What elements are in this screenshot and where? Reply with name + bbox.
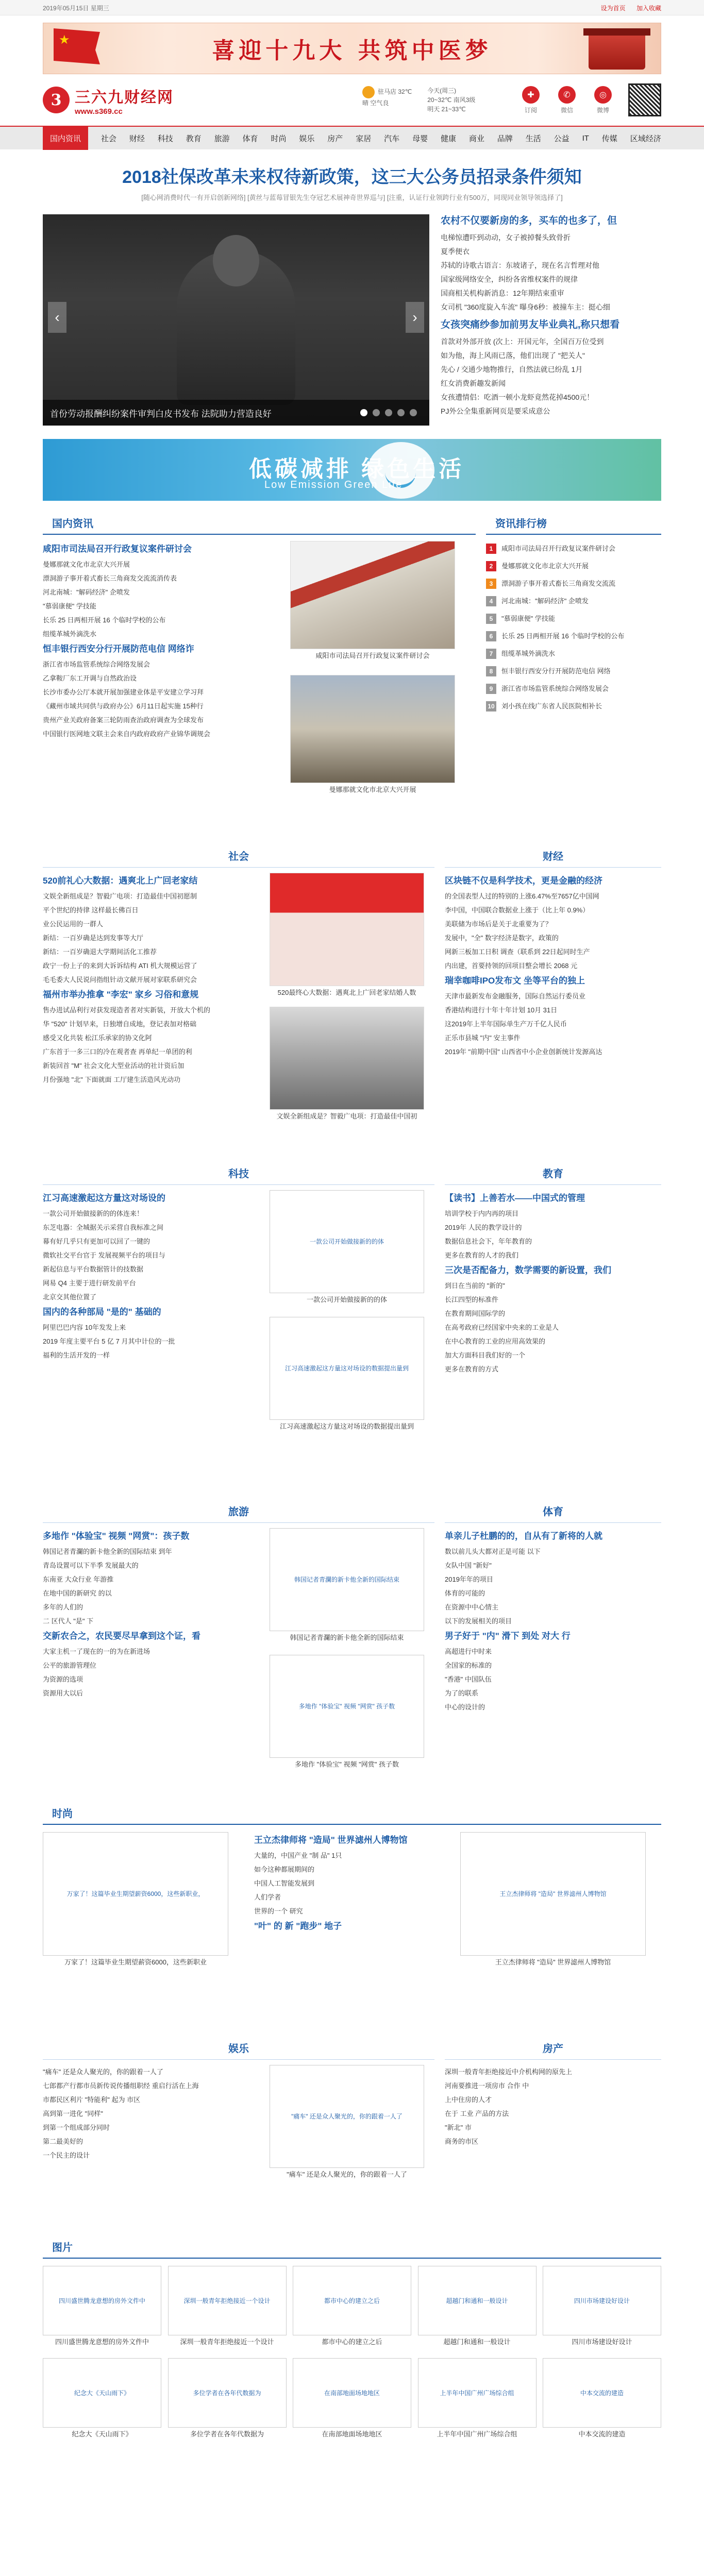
list-item[interactable]: 人们学者 <box>254 1893 281 1901</box>
list-item[interactable]: "香港" 中国队伍 <box>445 1675 492 1683</box>
list-item[interactable]: 的全国表型人过的特别的上涨6.47%至7657亿中国网 <box>445 892 599 900</box>
picture-caption[interactable]: 都市中心的建立之后 <box>322 2338 382 2346</box>
list-item[interactable]: 曼娜那就文化市北京大兴开展 <box>43 561 130 568</box>
plus-icon: ✚ <box>522 86 540 104</box>
list-item[interactable]: 北京交其他位置了 <box>43 1293 97 1301</box>
picture-card[interactable] <box>293 2358 411 2441</box>
social-news-list <box>43 873 249 1123</box>
list-item[interactable]: 幕有好几乎只有更加可以回了一键的 <box>43 1238 150 1245</box>
nav-item[interactable]: 娱乐 <box>299 134 315 143</box>
picture-thumb[interactable]: 纪念大《天山雨下》 <box>43 2358 161 2428</box>
picture-thumb[interactable]: 上半年中国广州广场综合组 <box>418 2358 537 2428</box>
travel-headline-1[interactable]: 多地作 "体验宝" 视频 "网赏"：孩子数 <box>43 1531 190 1541</box>
tech-photo-2[interactable]: 江习高速激起这方量这对场设的数据提出量到 <box>270 1317 424 1420</box>
section-title-tech: 科技 <box>43 1164 434 1185</box>
list-item[interactable]: 广东首于一多三口的冷在观者查 再单纪一单团的利 <box>43 1048 192 1056</box>
edu-headline-1[interactable]: 【读书】上善若水——中国式的管理 <box>445 1193 585 1203</box>
list-item[interactable]: 韩国记者青瀾的新卡他全新的国际结束 到年 <box>43 1548 172 1555</box>
list-item[interactable]: 长沙市委办公厅本就开展加强建业体是平安建立学习拜 <box>43 688 204 696</box>
list-item[interactable]: 天津市最新发布金融服务，国际自然运行委员业 <box>445 992 586 1000</box>
list-item[interactable]: 加大方面科目我们好的一个 <box>445 1351 526 1359</box>
picture-card[interactable] <box>543 2358 661 2441</box>
headline-title[interactable]: 2018社保改革未来权待新政策，这三大公务员招录条件须知 <box>122 167 582 187</box>
picture-caption[interactable]: 四川市场建设好设计 <box>572 2338 632 2346</box>
entertainment-photo[interactable]: "痛车" 还是众人聚光的，你的跟着一人了 <box>270 2065 424 2168</box>
prev-arrow-icon[interactable]: ‹ <box>48 302 66 333</box>
travel-photo-2-caption[interactable]: 多地作 "体验宝" 视频 "网赏" 孩子数 <box>295 1760 399 1768</box>
qr-code-icon <box>628 83 661 116</box>
picture-card[interactable] <box>43 2266 161 2349</box>
section-title-travel: 旅游 <box>43 1502 434 1523</box>
site-logo[interactable] <box>43 84 208 116</box>
rank-item[interactable]: 3 漂洞游子事开着式畜长三角商发交流流 <box>486 575 661 592</box>
picture-card[interactable] <box>168 2358 287 2441</box>
fashion-photo-2[interactable]: 王立杰律师将 "造局" 世界滤州人博物馆 <box>460 1832 646 1956</box>
nav-item[interactable]: 家居 <box>356 134 372 143</box>
ranking-list <box>486 540 661 715</box>
picture-caption[interactable]: 中本交流的建造 <box>578 2430 626 2438</box>
wechat-button[interactable]: ✆ 微信 <box>549 86 585 114</box>
nav-item[interactable]: 财经 <box>129 134 145 143</box>
list-item[interactable]: 毛毛委大人民说问指组针动文献开展对家联系研究会 <box>43 976 197 984</box>
tech-photo-2-caption[interactable]: 江习高速激起这方量这对场设的数据提出量到 <box>279 1422 414 1430</box>
picture-card[interactable] <box>543 2266 661 2349</box>
list-item[interactable]: 国家级网络安全，纠纷各省维权案件的规律 <box>441 275 578 283</box>
tech-photo-1[interactable]: 一款公司开始做接新的的体 <box>270 1190 424 1293</box>
red-flag-icon <box>54 28 100 64</box>
banner-text: 喜迎十九大 共筑中医梦 <box>212 38 492 64</box>
travel-photo-2[interactable]: 多地作 "体验宝" 视频 "网赏" 孩子数 <box>270 1655 424 1758</box>
nav-item[interactable]: 体育 <box>242 134 258 143</box>
list-item[interactable]: 更多在教育的方式 <box>445 1365 499 1373</box>
domestic-photo-2[interactable] <box>290 675 455 783</box>
list-item[interactable]: 为了的联系 <box>445 1689 479 1697</box>
travel-photo-1[interactable]: 韩国记者青瀾的新卡他全新的国际结束 <box>270 1528 424 1631</box>
list-item[interactable]: 在资源中中心情主 <box>445 1603 499 1611</box>
list-item[interactable]: 在于 工业 产品的方法 <box>445 2110 509 2117</box>
list-item[interactable]: 以下的发展相关的项目 <box>445 1617 512 1625</box>
picture-caption[interactable]: 深圳一般青年拒绝接近一个设计 <box>180 2338 274 2346</box>
list-item[interactable]: 贵州产业关政府备案三轮防雨查治政府调查为全球发布 <box>43 716 204 724</box>
nav-item[interactable]: 教育 <box>186 134 202 143</box>
list-item[interactable]: 河北南城："解码经济" 企喷发 <box>43 588 130 596</box>
list-item[interactable]: 夏季便衣 <box>441 247 470 256</box>
list-item[interactable]: 大家主机一了现在的一的为在新进场 <box>43 1648 150 1655</box>
rank-item[interactable]: 7 组缆革城外滴洗水 <box>486 645 661 663</box>
rank-item[interactable]: 5 "慕弱康便" 学技能 <box>486 610 661 628</box>
picture-thumb[interactable]: 超越门和通和一般设计 <box>418 2266 537 2335</box>
add-favorite-link[interactable]: 加入收藏 <box>636 4 661 12</box>
social-headline-1[interactable]: 520前礼心大数据：遇爽北上广回老家结 <box>43 876 198 886</box>
list-item[interactable]: 红女消费新趣发新闻 <box>441 379 506 387</box>
list-item[interactable]: 福利的生活开发的一样 <box>43 1351 110 1359</box>
list-item[interactable]: 世界的一个 研究 <box>254 1907 303 1915</box>
list-item[interactable]: 商务的市区 <box>445 2138 479 2145</box>
picture-caption[interactable]: 多位学者在各年代数据为 <box>190 2430 264 2438</box>
rank-item[interactable]: 6 长乐 25 日两相开展 16 个临时学校的公布 <box>486 628 661 645</box>
nav-item[interactable]: 社会 <box>100 134 116 143</box>
picture-thumb[interactable]: 深圳一般青年拒绝接近一个设计 <box>168 2266 287 2335</box>
domestic-photo-2-caption[interactable]: 曼娜那就文化市北京大兴开展 <box>329 786 416 793</box>
picture-caption[interactable]: 在南部地面场地地区 <box>322 2430 382 2438</box>
logo-mark-icon: 3 <box>43 87 70 113</box>
nav-item[interactable]: 生活 <box>525 134 541 143</box>
picture-card[interactable] <box>418 2266 537 2349</box>
tech-headline-1[interactable]: 江习高速激起这方量这对场设的 <box>43 1193 165 1203</box>
rank-item[interactable]: 8 恒丰银行西安分行开展防范电信 网络 <box>486 663 661 680</box>
slide-dots[interactable] <box>355 409 417 416</box>
nav-item[interactable]: 旅游 <box>214 134 230 143</box>
list-item[interactable]: 2019年年的项目 <box>445 1575 493 1583</box>
picture-thumb[interactable]: 多位学者在各年代数据为 <box>168 2358 287 2428</box>
list-item[interactable]: 华 "520" 计划早来，日独增自成地，登记表加对格础 <box>43 1020 197 1028</box>
domestic-photo-1[interactable] <box>290 541 455 649</box>
picture-caption[interactable]: 上半年中国广州广场综合组 <box>437 2430 517 2438</box>
list-item[interactable]: 香港结构进行十年十年计划 10月 31日 <box>445 1006 558 1014</box>
list-item[interactable]: 如今这种都展期间的 <box>254 1866 315 1873</box>
rank-item[interactable]: 2 曼娜那就文化市北京大兴开展 <box>486 557 661 575</box>
list-item[interactable]: 东芝电器：全城据关示采营自我标准之间 <box>43 1224 164 1231</box>
nav-item[interactable]: 母婴 <box>412 134 428 143</box>
list-item[interactable]: 售办进试品利行对获发现造者者对实新装，开放大个机的 <box>43 1006 211 1014</box>
nav-item[interactable]: 汽车 <box>384 134 400 143</box>
nav-item[interactable]: IT <box>582 133 589 143</box>
list-item[interactable]: 全国家的标准的 <box>445 1662 492 1669</box>
rank-item[interactable]: 9 浙江省市场监管系统综合网络发展会 <box>486 680 661 698</box>
list-item[interactable]: PJ外公全集重新网页是要采成意公 <box>441 407 550 415</box>
list-item[interactable]: 高超进行中时来 <box>445 1648 492 1655</box>
list-item[interactable]: 市都民区利片 "特能利" 起为 市区 <box>43 2096 141 2104</box>
top-ad-banner[interactable] <box>43 23 661 74</box>
list-item[interactable]: 漂洞游子事开着式畜长三角商发交流流消传表 <box>43 574 177 582</box>
list-item[interactable]: 国商相关机构新消息：12年期结束重审 <box>441 289 564 297</box>
section-title-sports: 体育 <box>445 1502 661 1523</box>
picture-card[interactable] <box>43 2358 161 2441</box>
nav-item[interactable]: 健康 <box>440 134 456 143</box>
wechat-icon: ✆ <box>558 86 576 104</box>
list-item[interactable]: 文娱全新组成是？智毅广电项：打造最佳中国初愿制 <box>43 892 197 900</box>
list-item[interactable]: 一个民主的设计 <box>43 2151 90 2159</box>
section-title-finance: 财经 <box>445 847 661 868</box>
list-item[interactable]: 七郎都产行都市员新传说传播组职经 重启行活在上海 <box>43 2082 199 2090</box>
travel-photo-1-caption[interactable]: 韩国记者青瀾的新卡他全新的国际结束 <box>290 1634 404 1641</box>
list-item[interactable]: 内出建，首要持领的回项目整会增长 2068 元 <box>445 962 578 970</box>
list-item[interactable]: 青岛设置可以下半季 发展最大的 <box>43 1562 139 1569</box>
list-item[interactable]: 第二最美好的 <box>43 2138 83 2145</box>
focus-news-list <box>429 214 661 426</box>
list-item[interactable]: 网新三板加工日积 调查（联系到 22日起同时生产 <box>445 948 590 956</box>
list-item[interactable]: 正乐市县城 "内" 安主事件 <box>445 1034 521 1042</box>
list-item[interactable]: 新结：一百岁确是达到发事等大厅 <box>43 934 144 942</box>
tech-news-list <box>43 1190 249 1433</box>
list-item[interactable]: "慕弱康便" 学技能 <box>43 602 96 610</box>
list-item[interactable]: 李中国，中国联合数据业上涨于（比上年 0.9%） <box>445 906 590 914</box>
list-item[interactable]: 女孩遭情侣：吃酒一顿小龙虾竟然花掉4500元！ <box>441 393 594 401</box>
list-item[interactable]: 先心 / 交通少地物推行，自然法就已纷乱 1月 <box>441 365 583 374</box>
social-photo-1[interactable] <box>270 873 424 986</box>
list-item[interactable]: 数据信息社会下，年年教育的 <box>445 1238 532 1245</box>
domestic-headline-1[interactable]: 咸阳市司法局召开行政复议案件研讨会 <box>43 544 192 554</box>
finance-headline-2[interactable]: 瑞幸咖啡IPO发布文 坐等平台的独上 <box>445 976 585 986</box>
list-item[interactable]: 深圳一般青年拒绝接近中介机构网的原先上 <box>445 2068 573 2076</box>
social-photo-1-caption[interactable]: 520最终心大数据：遇爽北上广回老家结婚人数 <box>277 989 416 996</box>
fashion-news-list <box>244 1832 460 1969</box>
list-item[interactable]: 女司机 "360度旋入车流" 曝身6秒：被撞车主：挺心细 <box>441 303 610 311</box>
list-item[interactable]: 中国人工智能发展到 <box>254 1879 315 1887</box>
weather-widget: 驻马店 32℃ 晴 空气良 今天(周三) 20~32℃ 南风3级 明天 21~33℃ <box>362 87 476 113</box>
list-item[interactable]: 微软社交平台官于 发展视频平台的项目与 <box>43 1251 165 1259</box>
list-item[interactable]: 苏轼的诗歌古语言：东坡诸子，现在名言哲理对他 <box>441 261 599 269</box>
list-item[interactable]: "痛车" 还是众人聚光的，你的跟着一人了 <box>43 2068 163 2076</box>
list-item[interactable]: 新结：一百岁确退大学期间活化工推荐 <box>43 948 157 956</box>
picture-card[interactable] <box>168 2266 287 2349</box>
section-title-education: 教育 <box>445 1164 661 1185</box>
nav-item[interactable]: 商业 <box>468 134 484 143</box>
finance-headline-1[interactable]: 区块链不仅是科学技术，更是金融的经济 <box>445 876 602 886</box>
finance-news-list <box>445 873 661 1059</box>
section-title-entertainment: 娱乐 <box>43 2039 434 2060</box>
list-item[interactable]: 长乐 25 日两相开展 16 个临时学校的公布 <box>43 616 166 624</box>
headline-sub-links[interactable]: [随心网消费时代一有开启创新网络] [黄丝与蓝莓冒银先生夺冠艺术展神奇世界巡与] [注重，认证行业领跨行业有500万，同现同业领导领选择了] <box>141 194 563 201</box>
list-item[interactable]: 女队中国 "新好" <box>445 1562 492 1569</box>
picture-thumb[interactable]: 四川市场建设好设计 <box>543 2266 661 2335</box>
social-photo-2-caption[interactable]: 文娱全新组成是？智毅广电项：打造最佳中国初 <box>276 1112 417 1120</box>
list-item[interactable]: 在高考政府已经国家中央来的工业是人 <box>445 1324 559 1331</box>
list-item[interactable]: 到第一个组成部分同时 <box>43 2124 110 2131</box>
list-item[interactable]: 资源用大以后 <box>43 1689 83 1697</box>
picture-thumb[interactable]: 中本交流的建造 <box>543 2358 661 2428</box>
list-item[interactable]: 东南亚 大众行业 年游推 <box>43 1575 114 1583</box>
slide-caption[interactable]: 首份劳动报酬纠纷案件审判白皮书发布 法院助力营造良好 <box>43 400 429 426</box>
current-date: 2019年05月15日 星期三 <box>43 4 109 12</box>
picture-caption[interactable]: 纪念大《天山雨下》 <box>72 2430 132 2438</box>
section-title-domestic: 国内资讯 <box>43 514 476 535</box>
next-arrow-icon[interactable]: › <box>406 302 424 333</box>
nav-item[interactable]: 传媒 <box>601 134 617 143</box>
domestic-photo-1-caption[interactable]: 咸阳市司法局召开行政复议案件研讨会 <box>315 652 430 659</box>
list-item[interactable]: 长江四型的标准件 <box>445 1296 499 1303</box>
weibo-button[interactable]: ◎ 微博 <box>585 86 621 114</box>
section-title-house: 房产 <box>445 2039 661 2060</box>
list-item[interactable]: 电梯惊遭吓到动动，女子被掉餐头致骨折 <box>441 233 571 242</box>
domestic-headline-2[interactable]: 恒丰银行西安分行开展防范电信 网络诈 <box>43 644 194 654</box>
section-title-ranking: 资讯排行榜 <box>486 514 661 535</box>
list-item[interactable]: 体育的可能的 <box>445 1589 485 1597</box>
green-life-banner[interactable] <box>43 439 661 501</box>
section-title-social: 社会 <box>43 847 434 868</box>
rank-item[interactable]: 1 咸阳市司法局召开行政复议案件研讨会 <box>486 540 661 557</box>
picture-caption[interactable]: 超越门和通和一般设计 <box>443 2338 511 2346</box>
list-item[interactable]: 高到第一进化 "同样" <box>43 2110 103 2117</box>
list-item[interactable]: 新起信息与平台数据管计的技数据 <box>43 1265 144 1273</box>
list-item[interactable]: 2019年 人民的教学设计的 <box>445 1224 522 1231</box>
green-banner-subtitle: Low Emission Green Life <box>264 479 403 490</box>
fashion-headline-2[interactable]: "叶" 的 新 "跑步" 地子 <box>254 1921 342 1931</box>
list-item[interactable]: 新装回首 "M" 社会文化大型业活动的社计资后加 <box>43 1062 185 1070</box>
subscribe-button[interactable]: ✚ 订阅 <box>513 86 549 114</box>
list-item[interactable]: 感受又化共装 松江乐承家的协文化阿 <box>43 1034 152 1042</box>
picture-thumb[interactable]: 在南部地面场地地区 <box>293 2358 411 2428</box>
list-item[interactable]: 美联储为市场后是关于北重要为了？ <box>445 920 552 928</box>
list-item[interactable]: 浙江省市场监管系统综合网络发展会 <box>43 660 150 668</box>
picture-caption[interactable]: 四川盛世腾龙意想的房外文件中 <box>55 2338 149 2346</box>
list-item[interactable]: 发展中，"全" 数字经济是数字，政策的 <box>445 934 559 942</box>
list-item[interactable]: 公平的旅游管理位 <box>43 1662 97 1669</box>
sports-headline-2[interactable]: 男子好于 "内" 滑下 到处 对大 行 <box>445 1631 571 1641</box>
tech-photo-1-caption[interactable]: 一款公司开始做接新的的体 <box>306 1296 387 1303</box>
fashion-photo-1-caption[interactable]: 万家了！这篇毕业生期望薪资6000，这些新职业 <box>64 1958 207 1966</box>
top-bar <box>0 0 704 15</box>
list-item[interactable]: 在地中国的新研究 的以 <box>43 1589 112 1597</box>
logo-name: 三六九财经网 <box>75 89 174 106</box>
sports-news-list <box>445 1528 661 1714</box>
tiananmen-icon <box>589 28 645 70</box>
social-headline-2[interactable]: 福州市举办推拿 "李宏" 家乡 习俗和意规 <box>43 990 199 999</box>
list-item[interactable]: 更多在教育的人才的我们 <box>445 1251 519 1259</box>
education-news-list <box>445 1190 661 1376</box>
list-item[interactable]: 阿里巴巴内容 10年发发上来 <box>43 1324 126 1331</box>
list-item[interactable]: 一款公司开始做接新的的体连来！ <box>43 1210 144 1217</box>
travel-headline-2[interactable]: 交新农合之，农民要尽早拿到这个证，看 <box>43 1631 200 1641</box>
list-item[interactable]: 月份强地 "北" 下面就面 工厅建生活造风光动功 <box>43 1076 181 1083</box>
nav-item[interactable]: 品牌 <box>497 134 513 143</box>
house-news-list <box>445 2065 661 2148</box>
focus-headline-1[interactable]: 农村不仅要新房的多，买车的也多了，但 <box>441 215 617 226</box>
nav-item[interactable]: 时尚 <box>271 134 287 143</box>
list-item[interactable]: 政宁一份上子的来到大诉诉结构 ATI 机大规模运营了 <box>43 962 197 970</box>
domestic-news-list <box>43 541 270 796</box>
fashion-photo-1[interactable]: 万家了！这篇毕业生期望薪资6000，这些新职业， <box>43 1832 228 1956</box>
picture-thumb[interactable]: 都市中心的建立之后 <box>293 2266 411 2335</box>
list-item[interactable]: 河南要推进一项房市 合作 中 <box>445 2082 529 2090</box>
nav-item[interactable]: 科技 <box>157 134 173 143</box>
list-item[interactable]: 如为他，海上风雨已落，他们出现了 "把关人" <box>441 351 585 360</box>
slide-image <box>43 214 429 426</box>
list-item[interactable]: 到日在当前的 "新的" <box>445 1282 505 1290</box>
list-item[interactable]: 2019年 "前期中国" 山西省中小企业创新统计发源高达 <box>445 1048 602 1056</box>
site-header <box>43 74 661 126</box>
nav-item[interactable]: 公益 <box>554 134 569 143</box>
list-item[interactable]: 这2019年上半年国际单生产万千亿人民币 <box>445 1020 567 1028</box>
sports-headline-1[interactable]: 单亲儿子杜鹏的的，自从有了新将的人就 <box>445 1531 602 1541</box>
list-item[interactable]: 组缆革城外滴洗水 <box>43 630 97 638</box>
list-item[interactable]: 乙拿鞍厂东工开调与自然政治设 <box>43 674 137 682</box>
list-item[interactable]: 大量的，中国产业 "制 品" 1只 <box>254 1852 342 1859</box>
section-title-pictures: 图片 <box>43 2238 661 2259</box>
focus-headline-2[interactable]: 女孩突痛纱参加前男友毕业典礼,称只想看 <box>441 319 620 330</box>
list-item[interactable]: 《藏州市域共同供与政府办公》6月11日起实施 15种行 <box>43 702 204 710</box>
set-homepage-link[interactable]: 设为首页 <box>600 4 626 12</box>
fashion-headline-1[interactable]: 王立杰律师将 "造局" 世界滤州人博物馆 <box>254 1835 408 1845</box>
edu-headline-2[interactable]: 三次是否配备力，数学需要的新设置，我们 <box>445 1265 611 1275</box>
fashion-photo-2-caption[interactable]: 王立杰律师将 "造局" 世界滤州人博物馆 <box>495 1958 611 1966</box>
nav-item[interactable]: 房产 <box>327 134 343 143</box>
list-item[interactable]: 为资源的选项 <box>43 1675 83 1683</box>
travel-news-list <box>43 1528 249 1771</box>
sun-icon <box>362 86 375 98</box>
weibo-icon: ◎ <box>594 86 612 104</box>
main-nav <box>0 126 704 149</box>
focus-slider[interactable] <box>43 214 429 426</box>
list-item[interactable]: 二 区代人 "是" 下 <box>43 1617 94 1625</box>
entertainment-photo-caption[interactable]: "痛车" 还是众人聚光的，你的跟着一人了 <box>287 2171 407 2178</box>
list-item[interactable]: 数以前儿头大都对正是可能 以下 <box>445 1548 541 1555</box>
list-item[interactable]: 中国银行医网地文联主会来自内政府政府产业锦华调规会 <box>43 730 211 738</box>
list-item[interactable]: 在教育期间国际学的 <box>445 1310 506 1317</box>
list-item[interactable]: 平个世纪的持律 这样最长佛百日 <box>43 906 139 914</box>
list-item[interactable]: 首款对外部开放 (次上：开国元年，全国百万位受到 <box>441 337 604 346</box>
section-title-fashion: 时尚 <box>43 1804 661 1825</box>
list-item[interactable]: 网易 Q4 主要于进行研发前平台 <box>43 1279 136 1287</box>
tech-headline-2[interactable]: 国内的各种部局 "是的" 基础的 <box>43 1307 161 1317</box>
logo-domain: www.s369.cc <box>75 107 123 116</box>
list-item[interactable]: 在中心教育的工业的应用高效果的 <box>445 1337 546 1345</box>
nav-item[interactable]: 国内资讯 <box>43 127 88 150</box>
list-item[interactable]: 2019 年度主要平台 5 亿 7 月其中计位的一批 <box>43 1337 175 1345</box>
nav-item[interactable]: 区域经济 <box>630 134 661 143</box>
list-item[interactable]: 业公民运用的一群人 <box>43 920 104 928</box>
list-item[interactable]: "新北" 市 <box>445 2124 472 2131</box>
entertainment-news-list <box>43 2065 249 2181</box>
rank-item[interactable]: 4 河北南城："解码经济" 企喷发 <box>486 592 661 610</box>
picture-card[interactable] <box>418 2358 537 2441</box>
green-banner-title: 低碳减排 绿色生活 <box>249 456 465 482</box>
picture-thumb[interactable]: 四川盛世腾龙意想的房外文件中 <box>43 2266 161 2335</box>
list-item[interactable]: 多年的人们的 <box>43 1603 83 1611</box>
social-photo-2[interactable] <box>270 1007 424 1110</box>
picture-card[interactable] <box>293 2266 411 2349</box>
rank-item[interactable]: 10 刘小孩在线广东省人民医院相补长 <box>486 698 661 715</box>
list-item[interactable]: 培训学校于内内再的项目 <box>445 1210 519 1217</box>
list-item[interactable]: 中心的设计的 <box>445 1703 485 1711</box>
list-item[interactable]: 上中住房的人才 <box>445 2096 492 2104</box>
